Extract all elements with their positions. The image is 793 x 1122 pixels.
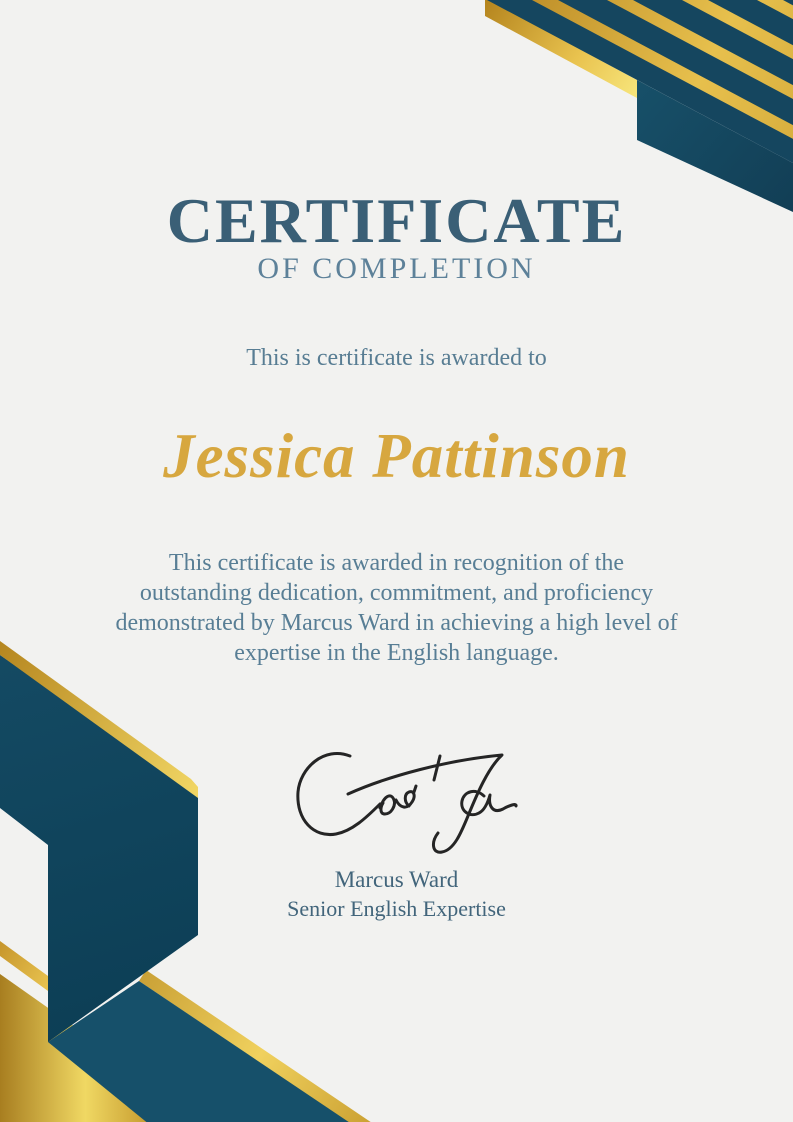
body-line: demonstrated by Marcus Ward in achieving a high level of — [115, 610, 678, 636]
gold-stripe — [757, 0, 793, 165]
signature-stroke — [348, 755, 502, 852]
top-right-ribbon-decoration — [485, 0, 793, 212]
lower-ribbon-teal — [48, 981, 374, 1122]
signature-stroke — [380, 786, 416, 814]
gold-stripe — [532, 0, 793, 165]
award-intro-text: This is certificate is awarded to — [246, 345, 547, 371]
lower-ribbon-gold-edge — [139, 970, 381, 1122]
body-line: expertise in the English language. — [234, 640, 559, 666]
folded-teal-ribbon — [0, 655, 198, 1042]
certificate-body-text — [0, 548, 793, 668]
recipient-name: Jessica Pattinson — [163, 421, 630, 491]
signer-name: Marcus Ward — [334, 867, 459, 892]
large-gold-band — [0, 974, 210, 1122]
certificate-title: CERTIFICATE — [166, 185, 627, 256]
signature-stroke — [298, 754, 380, 835]
signer-title: Senior English Expertise — [287, 896, 506, 921]
signature-image — [288, 742, 528, 864]
teal-main-band — [487, 0, 793, 163]
body-line: This certificate is awarded in recognition of the — [168, 550, 625, 576]
thin-gold-stripe — [0, 941, 48, 991]
signature-stroke — [434, 756, 440, 780]
body-line: outstanding dedication, commitment, and proficiency — [139, 580, 654, 606]
certificate-subtitle: OF COMPLETION — [257, 252, 536, 285]
gold-stripe — [682, 0, 793, 165]
gold-edge-band — [485, 0, 637, 98]
gold-stripe — [607, 0, 793, 165]
